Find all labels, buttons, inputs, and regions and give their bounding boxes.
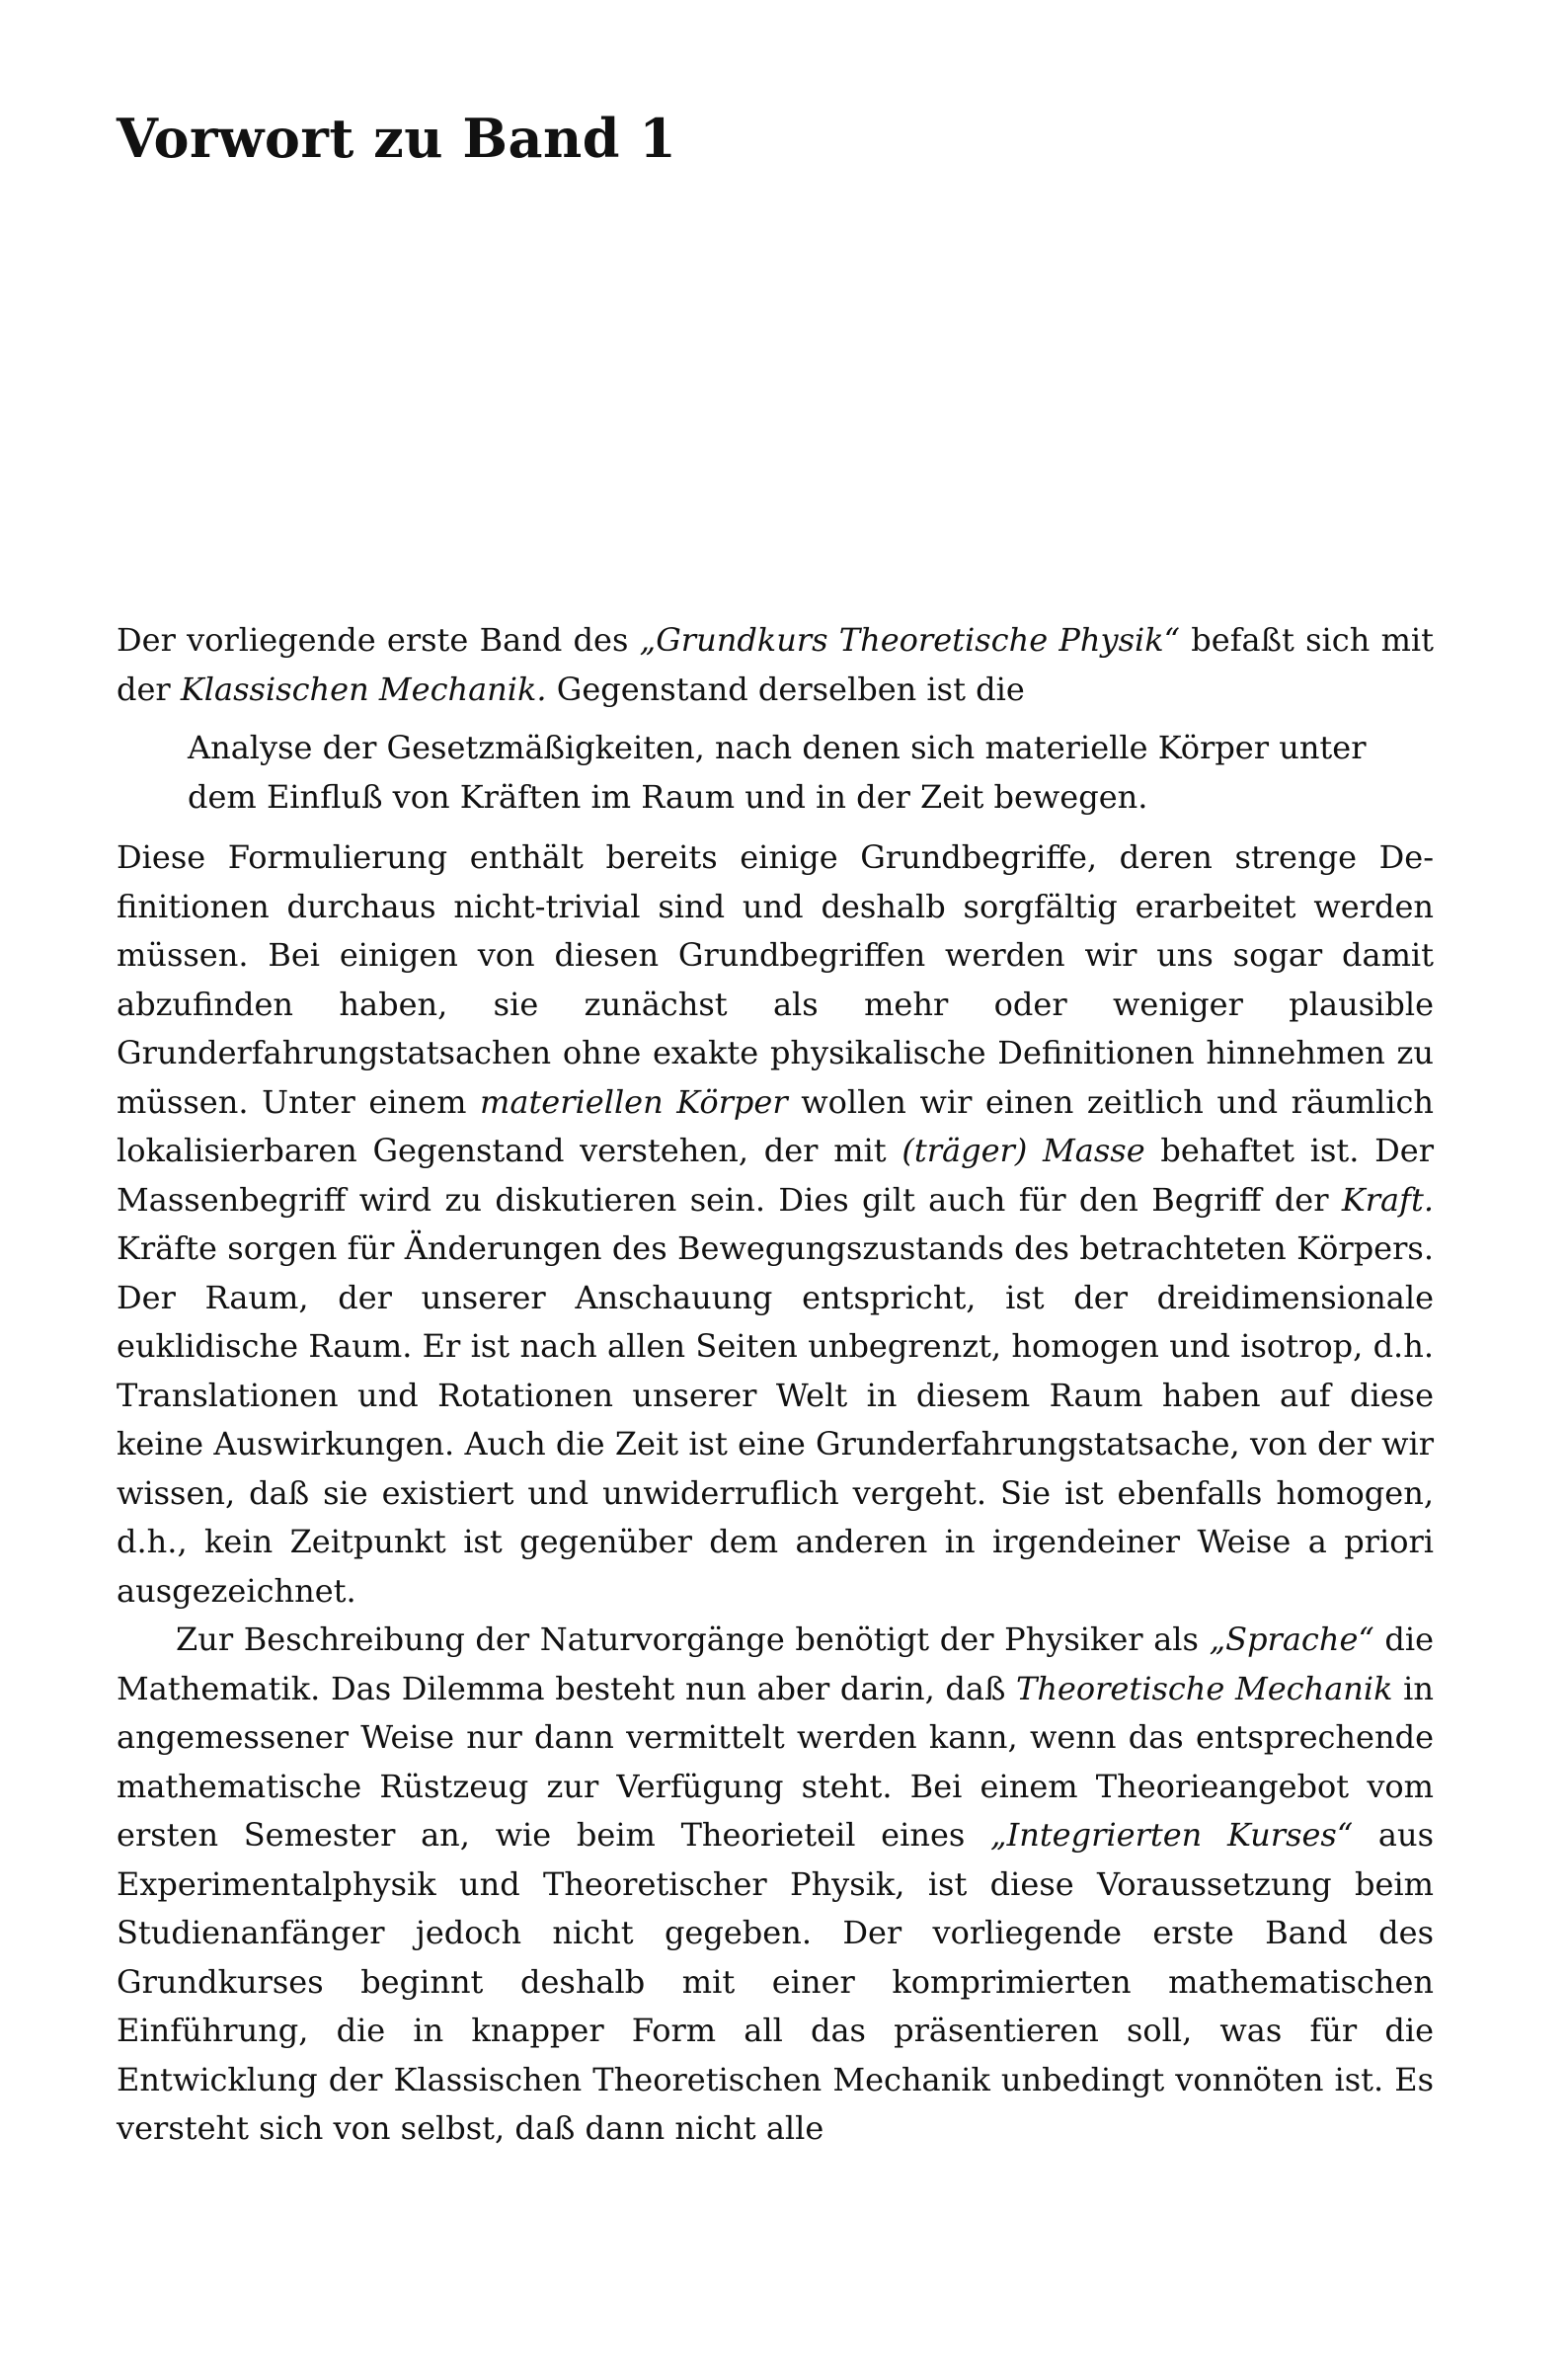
term-force: Kraft. [1341,1180,1434,1219]
term-language: „Sprache“ [1209,1621,1374,1658]
definition-quote: Analyse der Gesetzmäßigkeiten, nach denen sich materielle Körper unter dem Einfluß von Kräften im Raum und in der Zeit bewegen. [188,729,1367,816]
body-text [117,616,1434,2154]
intro-text-2: befaßt sich mit der [117,621,1435,708]
math-text-3: in angemessener Weise nur dann vermittelt werden kann, wenn das entsprechende mathematische Rüstzeug zur Verfügung steht. Bei einem Theorieangebot vom ersten Semester an, wie beim Theorieteil eines [117,1669,1435,1854]
concepts-text-1: Diese Formulierung enthält bereits einige Grundbegriffe, deren strenge Definitionen durchaus nicht-trivial sind und deshalb sorgfältig erarbeitet werden müssen. Bei einigen von diesen Grundbegriffen werden wir uns sogar damit abzufinden haben, sie zunächst als mehr oder weniger plausible Grunderfahrungstatsachen ohne exakte physikalische Definitionen hinnehmen zu müssen. Unter einem [117,838,1434,1121]
concepts-text-2: wollen wir einen zeitlich und räumlich lokalisierbaren Gegenstand verstehen, der mit [117,1082,1435,1169]
book-title-reference: „Grundkurs Theoretische Physik“ [639,621,1181,659]
term-material-body: materiellen Körper [480,1082,788,1121]
term-inert-mass: (träger) Masse [902,1132,1145,1169]
concepts-text-4: Kräfte sorgen für Änderungen des Bewegungszustands des betrachteten Körpers. Der Raum, der unserer Anschauung entspricht, ist der dreidimensionale euklidische Raum. Er ist nach allen Seiten unbegrenzt, homogen und isotrop, d.h. Translationen und Rotationen unserer Welt in diesem Raum haben auf diese keine Auswirkungen. Auch die Zeit ist eine Grunderfahrungstatsache, von der wir wissen, daß sie existiert und unwiderruflich vergeht. Sie ist ebenfalls homogen, d.h., kein Zeitpunkt ist gegenüber dem anderen in irgendeiner Weise a priori ausgezeichnet. [117,1229,1434,1610]
intro-text-1: Der vorliegende erste Band des [117,621,640,659]
paragraph-intro [117,616,1434,714]
term-theoretical-mechanics: Theoretische Mechanik [1015,1669,1393,1707]
math-text-4: aus Experimentalphysik und Theoretischer Physik, ist diese Voraussetzung beim Studienanfänger jedoch nicht gegeben. Der vorliegende erste Band des Grundkurses beginnt deshalb mit einer komprimierten mathematischen Einführung, die in knapper Form all das präsentieren soll, was für die Entwicklung der Klassischen Theoretischen Mechanik unbedingt vonnöten ist. Es versteht sich von selbst, daß dann nicht alle [117,1816,1434,2147]
math-text-1: Zur Beschreibung der Naturvorgänge benötigt der Physiker als [176,1621,1210,1658]
paragraph-mathematics [117,1616,1434,2154]
concepts-text-3: behaftet ist. Der Massenbegriff wird zu diskutieren sein. Dies gilt auch für den Begriff der [117,1132,1435,1219]
intro-text-3: Gegenstand derselben ist die [546,670,1025,708]
term-integrated-course: „Integrierten Kurses“ [989,1816,1354,1854]
topic-classical-mechanics: Klassischen Mechanik. [180,670,547,708]
paragraph-concepts [117,833,1434,1616]
chapter-title: Vorwort zu Band 1 [117,107,677,170]
math-text-2: die Mathematik. Das Dilemma besteht nun aber darin, daß [117,1621,1435,1707]
